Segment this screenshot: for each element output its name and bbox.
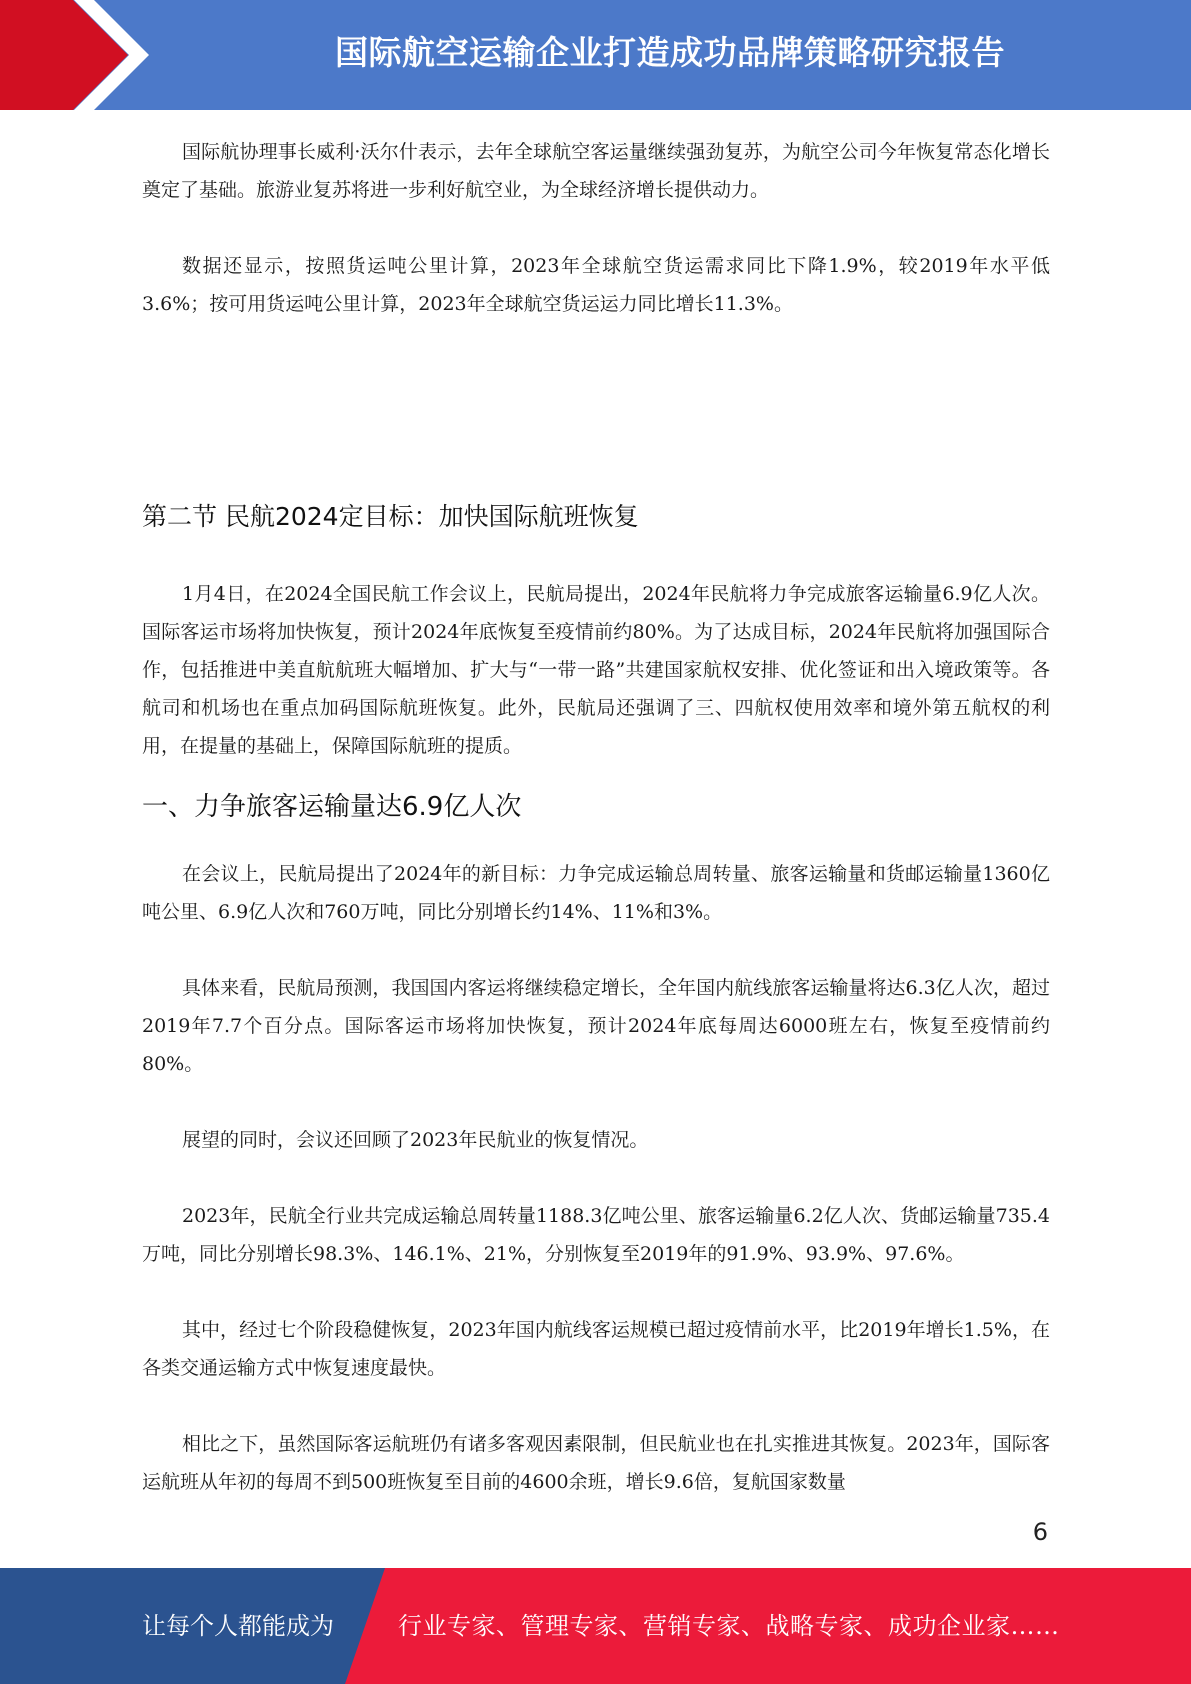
body-paragraph: 相比之下，虽然国际客运航班仍有诸多客观因素限制，但民航业也在扎实推进其恢复。2023年，国际客运航班从年初的每周不到500班恢复至目前的4600余班，增长9.6倍，复航国家数量: [142, 1433, 1050, 1493]
body-paragraph: 具体来看，民航局预测，我国国内客运将继续稳定增长，全年国内航线旅客运输量将达6.3亿人次，超过2019年7.7个百分点。国际客运市场将加快恢复，预计2024年底每周达6000班左右，恢复至疫情前约80%。: [142, 977, 1050, 1075]
body-paragraph: 数据还显示，按照货运吨公里计算，2023年全球航空货运需求同比下降1.9%，较2019年水平低3.6%；按可用货运吨公里计算，2023年全球航空货运运力同比增长11.3%。: [142, 255, 1050, 315]
subsection-heading: 一、力争旅客运输量达6.9亿人次: [142, 792, 522, 822]
body-paragraph: 2023年，民航全行业共完成运输总周转量1188.3亿吨公里、旅客运输量6.2亿人次、货邮运输量735.4万吨，同比分别增长98.3%、146.1%、21%，分别恢复至2019年的91.9%、93.9%、97.6%。: [142, 1205, 1050, 1265]
body-paragraph: 在会议上，民航局提出了2024年的新目标：力争完成运输总周转量、旅客运输量和货邮运输量1360亿吨公里、6.9亿人次和760万吨，同比分别增长约14%、11%和3%。: [142, 863, 1050, 923]
body-paragraph: 展望的同时，会议还回顾了2023年民航业的恢复情况。: [182, 1129, 649, 1151]
report-title: 国际航空运输企业打造成功品牌策略研究报告: [335, 33, 1005, 72]
page-header: [0, 0, 1191, 110]
footer-slogan-right: 行业专家、管理专家、营销专家、战略专家、成功企业家……: [398, 1612, 1060, 1640]
page-number: 6: [1032, 1518, 1048, 1546]
footer-slogan-left: 让每个人都能成为: [142, 1612, 334, 1640]
body-paragraph: 国际航协理事长威利·沃尔什表示，去年全球航空客运量继续强劲复苏，为航空公司今年恢复常态化增长奠定了基础。旅游业复苏将进一步利好航空业，为全球经济增长提供动力。: [142, 141, 1050, 201]
page-footer: [0, 1568, 1191, 1684]
section-heading: 第二节 民航2024定目标：加快国际航班恢复: [142, 502, 639, 531]
body-paragraph: 其中，经过七个阶段稳健恢复，2023年国内航线客运规模已超过疫情前水平，比2019年增长1.5%，在各类交通运输方式中恢复速度最快。: [142, 1319, 1050, 1379]
page-content: [142, 133, 1050, 1501]
section-intro-paragraph: 1月4日，在2024全国民航工作会议上，民航局提出，2024年民航将力争完成旅客运输量6.9亿人次。国际客运市场将加快恢复，预计2024年底恢复至疫情前约80%。为了达成目标，2024年民航将加强国际合作，包括推进中美直航航班大幅增加、扩大与“一带一路”共建国家航权安排、优化签证和出入境政策等。各航司和机场也在重点加码国际航班恢复。此外，民航局还强调了三、四航权使用效率和境外第五航权的利用，在提量的基础上，保障国际航班的提质。: [142, 583, 1050, 757]
